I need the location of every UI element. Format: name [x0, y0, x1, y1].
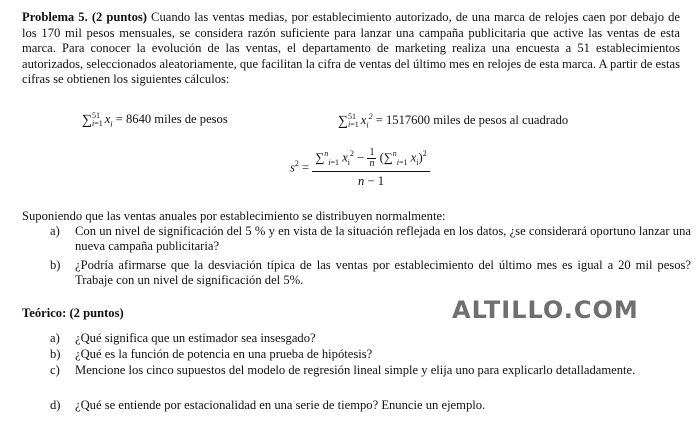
theory-item-b-label: b)	[50, 347, 61, 361]
question-a-label: a)	[50, 224, 60, 238]
question-b-label: b)	[50, 258, 61, 272]
problem-text: Cuando las ventas medias, por establecimiento autorizado, de una marca de relojes caen por debajo de los 170 mil pesos mensuales, se considera razón suficiente para lanzar una campaña publicitaria que active las ventas de esta marca. Para conocer la evolución de las ventas, el departamento de marketing realiza una encuesta a 51 establecimientos autorizados, seleccionados aleatoriamente, que facilitan la cifra de ventas del último mes en relojes de esta marca. A partir de estas cifras se obtienen los siguientes cálculos:	[22, 10, 680, 87]
theory-item-a-label: a)	[50, 331, 60, 345]
problem-statement	[22, 10, 680, 88]
theory-title: Teórico: (2 puntos)	[22, 306, 124, 320]
sum-x-equation: ∑ 51 i=1 $x_i = 8640$ miles de pesos	[82, 111, 228, 129]
theory-item-d-label: d)	[50, 398, 61, 412]
normality-assumption: Suponiendo que las ventas anuales por establecimiento se distribuyen normalmente:	[22, 209, 446, 223]
question-a-text: Con un nivel de significación del 5 % y en vista de la situación reflejada en los datos, ¿se considerará oportuno lanzar una nueva campaña publicitaria?	[75, 224, 691, 253]
theory-item-a	[50, 331, 690, 346]
question-b-text: ¿Podría afirmarse que la desviación típica de las ventas por establecimiento del último mes es igual a 20 mil pesos? Trabaje con un nivel de significación del 5%.	[75, 258, 691, 287]
watermark: ALTILLO.COM	[452, 296, 639, 324]
question-a	[50, 224, 690, 254]
sum-x-squared-equation: ∑ 51 i=1 $x_i^2 = 1517600$ miles de pesos al cuadrado	[338, 112, 569, 130]
variance-formula: $s^2$ = ∑$^n_{i=1}$ $x_i^2$ − $\frac{1}{n}$ (∑$^n_{i=1}$ $x_i)^2$ n − 1	[290, 148, 430, 189]
theory-item-c	[50, 363, 690, 393]
theory-item-c-label: c)	[50, 363, 60, 377]
theory-item-b	[50, 347, 690, 362]
problem-title: Problema 5. (2 puntos)	[22, 10, 147, 24]
theory-item-d	[50, 398, 690, 413]
sum-x-result: = 8640 miles de pesos	[115, 112, 228, 126]
theory-item-d-text: ¿Qué se entiende por estacionalidad en una serie de tiempo? Enuncie un ejemplo.	[75, 398, 486, 412]
theory-item-a-text: ¿Qué significa que un estimador sea insesgado?	[75, 331, 316, 345]
theory-item-b-text: ¿Qué es la función de potencia en una prueba de hipótesis?	[75, 347, 373, 361]
sum-x-squared-result: = 1517600 miles de pesos al cuadrado	[375, 113, 569, 128]
question-b	[50, 258, 690, 288]
theory-item-c-text: Mencione los cinco supuestos del modelo de regresión lineal simple y elija uno para explicarlo detalladamente.	[75, 363, 636, 377]
